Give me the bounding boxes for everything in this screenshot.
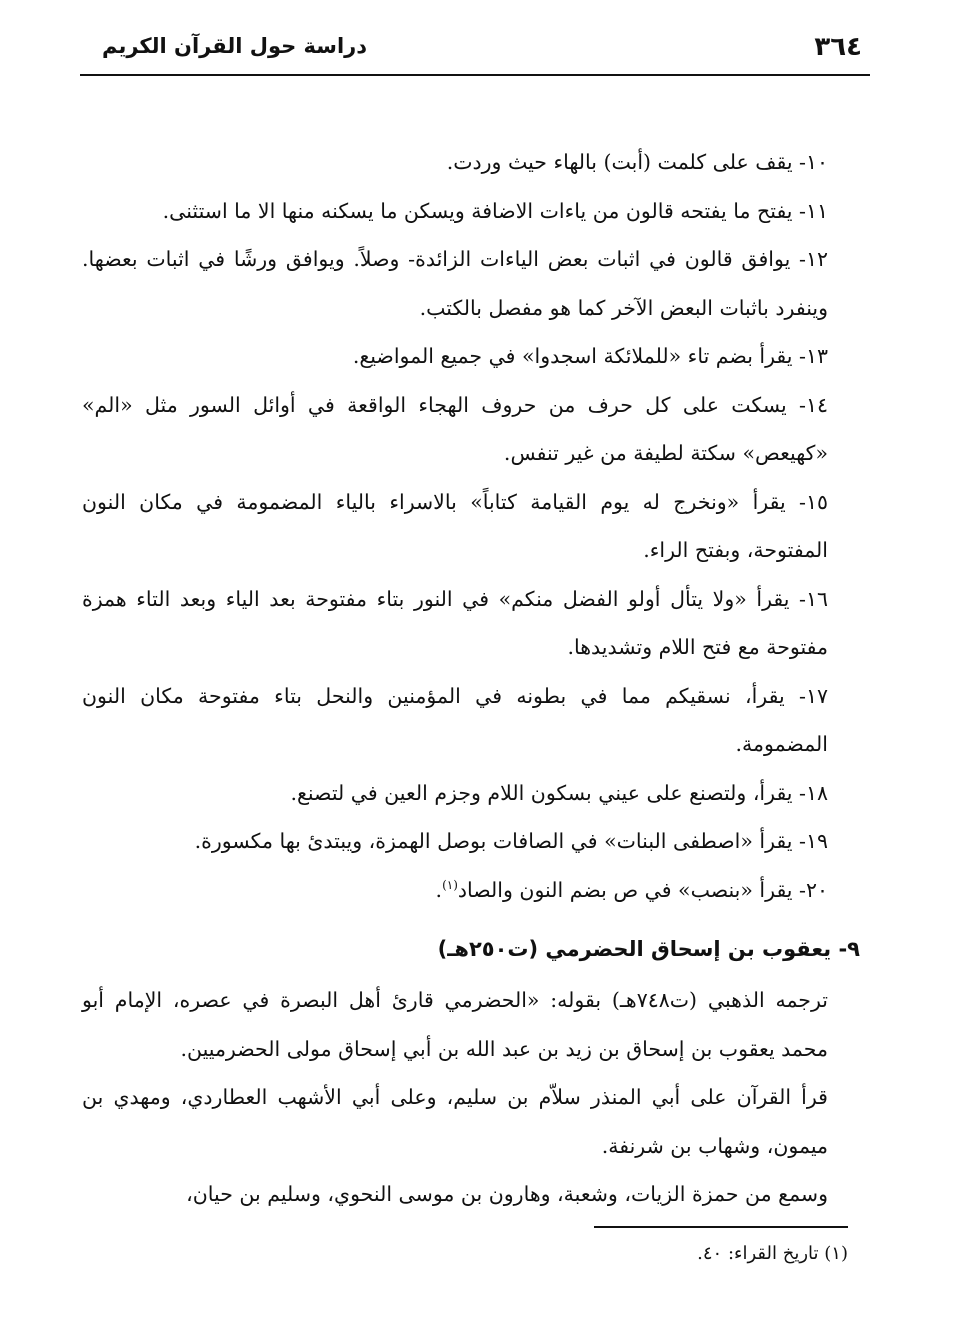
page-number: ٣٦٤ [814,32,862,62]
list-item: ١٠- يقف على كلمت (أبت) بالهاء حيث وردت. [446,150,828,174]
paragraph: وسمع من حمزة الزيات، وشعبة، وهارون بن موسى النحوي، وسليم بن حيان، [186,1182,828,1206]
list-item: ١٩- يقرأ «اصطفى البنات» في الصافات بوصل الهمزة، ويبتدئ بها مكسورة. [194,829,828,853]
list-item-text: ٢٠- يقرأ «بنصب» في ص بضم النون والصاد [457,877,828,902]
header-divider [80,74,870,76]
list-item: ١٧- يقرأ، نسقيكم مما في بطونه في المؤمنين والنحل بتاء مفتوحة مكان النون المضمومة. [82,683,828,756]
footnote: (١) تاريخ القراء: ٤٠. [697,1243,848,1264]
main-text [82,138,860,1219]
section-heading: ٩- يعقوب بن إسحاق الحضرمي (ت٢٥٠هـ) [437,937,860,961]
paragraph: قرأ القرآن على أبي المنذر سلاّم بن سليم، وعلى أبي الأشهب العطاردي، ومهدي بن ميمون، وشهاب بن شرنفة. [82,1085,828,1158]
page-header [80,28,870,68]
running-title: دراسة حول القرآن الكريم [102,34,368,58]
list-item [82,866,860,915]
list-item: ١٦- يقرأ «ولا يتأل أولو الفضل منكم» في النور بتاء مفتوحة بعد الياء وبعد التاء همزة مفتوحة مع فتح اللام وتشديدها. [82,586,828,659]
list-item: ١١- يفتح ما يفتحه قالون من ياءات الاضافة ويسكن ما يسكنه منها الا ما استثنى. [162,198,828,223]
footnote-reference[interactable]: (١) [442,877,458,892]
list-item: ١٥- يقرأ «ونخرج له يوم القيامة كتاباً» بالاسراء بالياء المضمومة في مكان النون المفتوحة، وبفتح الراء. [82,489,828,562]
list-item: ١٢- يوافق قالون في اثبات بعض الياءات الزائدة- وصلاً. ويوافق ورشًا في اثبات بعضها. وينفرد باثبات البعض الآخر كما هو مفصل بالكتب. [82,247,828,320]
list-item: ١٣- يقرأ بضم تاء «للملائكة اسجدوا» في جميع المواضيع. [352,344,828,368]
footnote-divider [594,1226,848,1228]
list-item-end: . [435,877,443,902]
paragraph: ترجمه الذهبي (ت٧٤٨هـ) بقوله: «الحضرمي قارئ أهل البصرة في عصره، الإمام أبو محمد يعقوب بن إسحاق بن زيد بن عبد الله بن أبي إسحاق مولى الحضرميين. [82,988,828,1061]
list-item: ١٨- يقرأ، ولتصنع على عيني بسكون اللام وجزم العين في لتصنع. [290,780,828,805]
list-item: ١٤- يسكت على كل حرف من حروف الهجاء الواقعة في أوائل السور مثل «الم» «كهيعص» سكتة لطيفة من غير تنفس. [82,392,828,465]
